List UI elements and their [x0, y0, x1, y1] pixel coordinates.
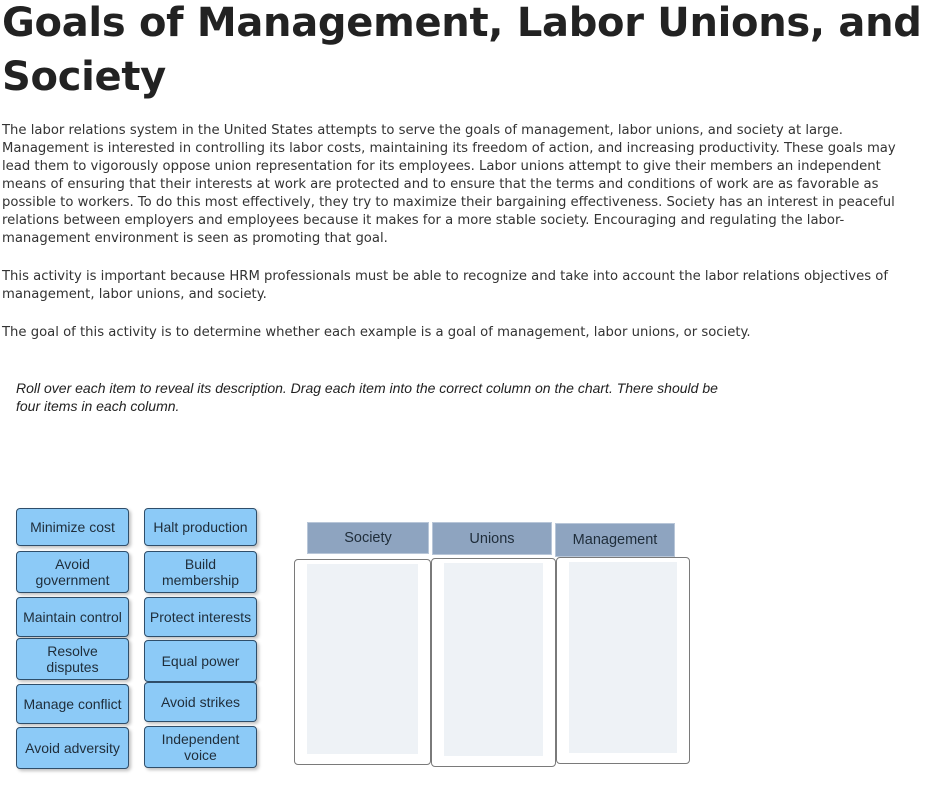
- drop-zone-area: [569, 562, 677, 753]
- drag-item-independent-voice[interactable]: Independent voice: [144, 726, 257, 768]
- column-header-society: Society: [307, 522, 429, 554]
- drop-zone-area: [307, 564, 418, 754]
- intro-paragraph: This activity is important because HRM professionals must be able to recognize and take into account the labor relations objectives of management, labor unions, and society.: [2, 269, 888, 302]
- drop-zone-society[interactable]: [294, 559, 431, 765]
- drop-zone-area: [444, 563, 543, 756]
- drag-item-avoid-government[interactable]: Avoid government: [16, 551, 129, 593]
- item-bank: [16, 508, 266, 774]
- drag-item-avoid-strikes[interactable]: Avoid strikes: [144, 682, 257, 722]
- drag-item-build-membership[interactable]: Build membership: [144, 551, 257, 593]
- intro-paragraph: The labor relations system in the United States attempts to serve the goals of management, labor unions, and society at large. Management is interested in controlling its labor costs, maintaining its freedom of action, and increasing productivity. These goals may lead them to vigorously oppose union representation for its employees. Labor unions attempt to give their members an independent means of ensuring that their interests at work are protected and to ensure that the terms and conditions of work are as favorable as possible to workers. To do this most effectively, they try to maximize their bargaining effectiveness. Society has an interest in peaceful relations between employers and employees because it makes for a more stable society. Encouraging and regulating the labor- management environment is seen as promoting that goal.: [2, 123, 896, 246]
- drag-item-resolve-disputes[interactable]: Resolve disputes: [16, 638, 129, 680]
- drop-zone-management[interactable]: [556, 557, 690, 764]
- page-title: Goals of Management, Labor Unions, and Society: [2, 0, 922, 100]
- drag-item-avoid-adversity[interactable]: Avoid adversity: [16, 727, 129, 769]
- drag-item-manage-conflict[interactable]: Manage conflict: [16, 684, 129, 724]
- column-header-management: Management: [555, 523, 675, 557]
- drag-item-equal-power[interactable]: Equal power: [144, 640, 257, 682]
- drag-item-minimize-cost[interactable]: Minimize cost: [16, 508, 129, 546]
- intro-text: [2, 122, 942, 362]
- intro-paragraph: The goal of this activity is to determine whether each example is a goal of management, labor unions, or society.: [2, 325, 751, 340]
- drag-item-halt-production[interactable]: Halt production: [144, 508, 257, 546]
- drag-item-protect-interests[interactable]: Protect interests: [144, 597, 257, 637]
- drag-item-maintain-control[interactable]: Maintain control: [16, 597, 129, 637]
- column-header-unions: Unions: [432, 522, 552, 555]
- activity-instructions: Roll over each item to reveal its description. Drag each item into the correct column on the chart. There should be four items in each column.: [16, 380, 718, 414]
- drop-zone-unions[interactable]: [431, 558, 556, 767]
